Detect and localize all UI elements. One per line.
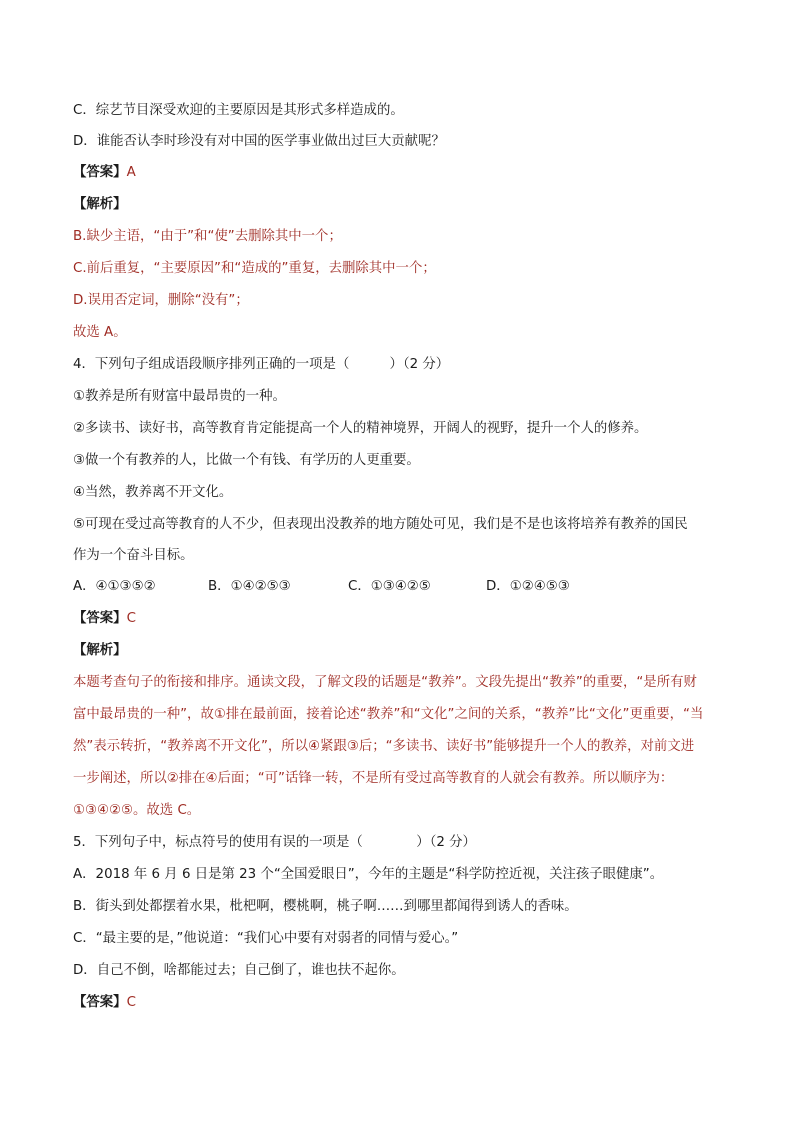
q5-option-c: C．“最主要的是，”他说道：“我们心中要有对弱者的同情与爱心。” <box>73 931 459 946</box>
answer-value: C <box>126 995 136 1010</box>
q4-answer <box>73 609 728 629</box>
q3-analysis-line: 故选 A。 <box>73 325 127 340</box>
q3-option-c: C．综艺节目深受欢迎的主要原因是其形式多样造成的。 <box>73 103 404 118</box>
q3-analysis-label: 【解析】 <box>73 197 127 212</box>
q5-option-b: B．街头到处都摆着水果，枇杷啊，樱桃啊，桃子啊……到哪里都闻得到诱人的香味。 <box>73 899 578 914</box>
q4-options <box>73 577 728 597</box>
answer-label: 【答案】 <box>73 995 127 1010</box>
q4-option-b: B．①④②⑤③ <box>208 579 291 594</box>
q4-analysis-line: 本题考查句子的衔接和排序。通读文段，了解文段的话题是“教养”。文段先提出“教养”的重要，“是所有财 <box>73 675 697 690</box>
q4-sentence: ③做一个有教养的人，比做一个有钱、有学历的人更重要。 <box>73 453 420 468</box>
q4-sentence: ①教养是所有财富中最昂贵的一种。 <box>73 389 286 404</box>
q4-analysis-line: 然”表示转折，“教养离不开文化”，所以④紧跟③后；“多读书、读好书”能够提升一个人的教养，对前文进 <box>73 739 695 754</box>
q3-analysis-line: C.前后重复，“主要原因”和“造成的”重复，去删除其中一个； <box>73 261 436 276</box>
q4-stem: 4．下列句子组成语段顺序排列正确的一项是（ ）（2 分） <box>73 357 450 372</box>
answer-value: A <box>126 165 136 180</box>
q5-option-a: A．2018 年 6 月 6 日是第 23 个“全国爱眼日”，今年的主题是“科学防控近视，关注孩子眼健康”。 <box>73 867 664 882</box>
q5-option-d: D．自己不倒，啥都能过去；自己倒了，谁也扶不起你。 <box>73 963 405 978</box>
answer-label: 【答案】 <box>73 165 127 180</box>
q3-analysis-line: D.误用否定词，删除“没有”； <box>73 293 249 308</box>
q4-option-d: D．①②④⑤③ <box>486 579 570 594</box>
q3-option-d: D．谁能否认李时珍没有对中国的医学事业做出过巨大贡献呢？ <box>73 134 445 149</box>
q4-sentence: 作为一个奋斗目标。 <box>73 548 194 563</box>
q5-answer <box>73 993 728 1013</box>
q5-stem: 5．下列句子中，标点符号的使用有误的一项是（ ）（2 分） <box>73 835 476 850</box>
q3-answer <box>73 163 728 183</box>
q4-option-c: C．①③④②⑤ <box>348 579 431 594</box>
answer-label: 【答案】 <box>73 611 127 626</box>
q4-sentence: ⑤可现在受过高等教育的人不少，但表现出没教养的地方随处可见，我们是不是也该将培养有教养的国民 <box>73 517 688 532</box>
q3-analysis-line: B.缺少主语，“由于”和“使”去删除其中一个； <box>73 229 342 244</box>
answer-value: C <box>126 611 136 626</box>
q4-analysis-label: 【解析】 <box>73 643 127 658</box>
q4-sentence: ④当然，教养离不开文化。 <box>73 485 233 500</box>
q4-analysis-line: 富中最昂贵的一种”，故①排在最前面，接着论述“教养”和“文化”之间的关系，“教养”比“文化”更重要，“当 <box>73 707 704 722</box>
q4-analysis-line: ①③④②⑤。故选 C。 <box>73 803 201 818</box>
q4-analysis-line: 一步阐述，所以②排在④后面；“可”话锋一转，不是所有受过高等教育的人就会有教养。所以顺序为： <box>73 771 674 786</box>
q4-option-a: A．④①③⑤② <box>73 579 156 594</box>
q4-sentence: ②多读书、读好书，高等教育肯定能提高一个人的精神境界，开阔人的视野，提升一个人的修养。 <box>73 421 648 436</box>
